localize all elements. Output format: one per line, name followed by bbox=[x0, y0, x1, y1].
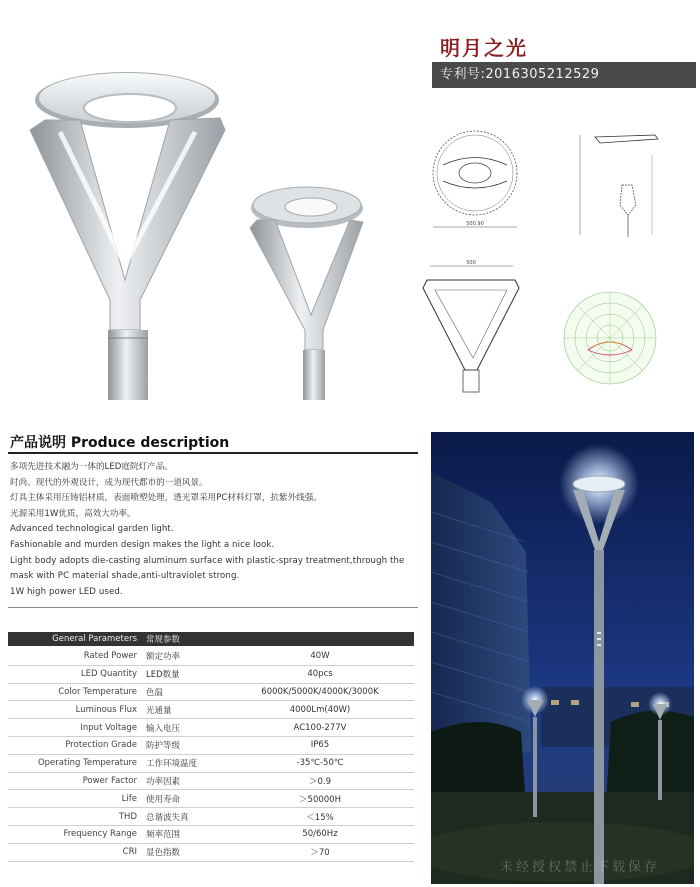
description-line: Advanced technological garden light. bbox=[10, 524, 174, 535]
param-name-cn: 工作环境温度 bbox=[146, 759, 198, 770]
param-name-en: Color Temperature bbox=[58, 686, 137, 697]
param-name-cn: 输入电压 bbox=[146, 723, 181, 734]
table-row bbox=[8, 648, 414, 666]
param-name-en: Protection Grade bbox=[65, 740, 137, 751]
param-name-en: Life bbox=[121, 793, 137, 804]
light-distribution-polar-diagram bbox=[560, 288, 660, 388]
table-row bbox=[8, 666, 414, 684]
param-value: AC100-277V bbox=[293, 722, 347, 733]
param-name-cn: 显色指数 bbox=[146, 848, 181, 859]
param-value: IP65 bbox=[310, 740, 330, 751]
table-row bbox=[8, 737, 414, 755]
lamp-render-large bbox=[20, 60, 235, 400]
description-line: 多项先进技术融为一体的LED庭院灯产品。 bbox=[10, 462, 173, 472]
drawing-width-label: 500 bbox=[466, 260, 476, 266]
description-line: mask with PC material shade,anti-ultraviolet strong. bbox=[10, 571, 240, 582]
param-value: 40pcs bbox=[307, 669, 333, 680]
parameters-header-row bbox=[8, 632, 414, 646]
table-row bbox=[8, 808, 414, 826]
param-name-cn: 光通量 bbox=[146, 705, 172, 716]
param-name-en: Rated Power bbox=[83, 651, 137, 662]
description-line: 光源采用1W优质，高效大功率。 bbox=[10, 508, 136, 519]
table-row bbox=[8, 773, 414, 791]
drawing-dimension-label: 500.90 bbox=[466, 221, 484, 227]
table-row bbox=[8, 790, 414, 808]
description-body bbox=[10, 460, 418, 600]
technical-drawing-side-view bbox=[570, 125, 670, 240]
parameters-table bbox=[8, 632, 414, 862]
param-value: ＞50000H bbox=[299, 794, 341, 805]
description-line: Fashionable and murden design makes the light a nice look. bbox=[10, 539, 275, 550]
param-value: 50/60Hz bbox=[302, 829, 338, 840]
param-name-cn: 色温 bbox=[146, 687, 164, 698]
parameters-header-cn: 常规参数 bbox=[146, 635, 181, 645]
param-name-en: THD bbox=[118, 811, 137, 822]
description-line: 灯具主体采用压铸铝材质，表面喷塑处理，透光罩采用PC材料灯罩，抗紫外线强。 bbox=[10, 493, 322, 504]
param-name-cn: 功率因素 bbox=[146, 776, 181, 787]
param-name-en: Power Factor bbox=[82, 775, 137, 786]
param-name-en: CRI bbox=[122, 847, 137, 858]
param-value: ＞0.9 bbox=[308, 776, 332, 787]
table-row bbox=[8, 826, 414, 844]
parameters-header-en: General Parameters bbox=[52, 634, 137, 644]
table-row bbox=[8, 844, 414, 862]
param-value: -35℃-50℃ bbox=[296, 758, 344, 769]
description-line: Light body adopts die-casting aluminum surface with plastic-spray treatment,through the bbox=[10, 555, 405, 566]
param-name-en: LED Quantity bbox=[80, 669, 137, 680]
param-value: ＜15% bbox=[306, 812, 334, 823]
table-row bbox=[8, 701, 414, 719]
param-name-en: Input Voltage bbox=[80, 722, 137, 733]
description-divider bbox=[8, 452, 418, 454]
param-name-en: Luminous Flux bbox=[75, 704, 137, 715]
table-row bbox=[8, 755, 414, 773]
param-name-cn: 防护等级 bbox=[146, 741, 181, 752]
description-line: 1W high power LED used. bbox=[10, 586, 123, 597]
description-line: 时尚、现代的外观设计，成为现代都市的一道风景。 bbox=[10, 477, 208, 488]
table-row bbox=[8, 684, 414, 702]
param-name-cn: 总谐波失真 bbox=[146, 812, 189, 823]
param-value: ＞70 bbox=[310, 848, 330, 859]
product-title: 明月之光 bbox=[440, 36, 528, 60]
param-value: 40W bbox=[310, 651, 330, 662]
param-value: 6000K/5000K/4000K/3000K bbox=[261, 686, 379, 697]
param-name-cn: 使用寿命 bbox=[146, 794, 181, 805]
description-bottom-divider bbox=[8, 607, 418, 608]
watermark-text: 未经授权禁止下载保存 bbox=[500, 860, 661, 875]
param-name-cn: LED数量 bbox=[146, 670, 180, 681]
param-name-en: Frequency Range bbox=[63, 829, 137, 840]
param-value: 4000Lm(40W) bbox=[289, 704, 351, 715]
technical-drawing-top-view bbox=[425, 125, 525, 235]
lamp-render-small bbox=[245, 180, 375, 400]
night-scene-photo bbox=[431, 432, 694, 884]
description-heading: 产品说明 Produce description bbox=[10, 435, 230, 451]
technical-drawing-front-view bbox=[415, 258, 530, 398]
param-name-cn: 额定功率 bbox=[146, 652, 181, 663]
table-row bbox=[8, 719, 414, 737]
patent-number-bar: 专利号:2016305212529 bbox=[432, 62, 696, 88]
param-name-cn: 频率范围 bbox=[146, 830, 181, 841]
param-name-en: Operating Temperature bbox=[37, 758, 137, 769]
